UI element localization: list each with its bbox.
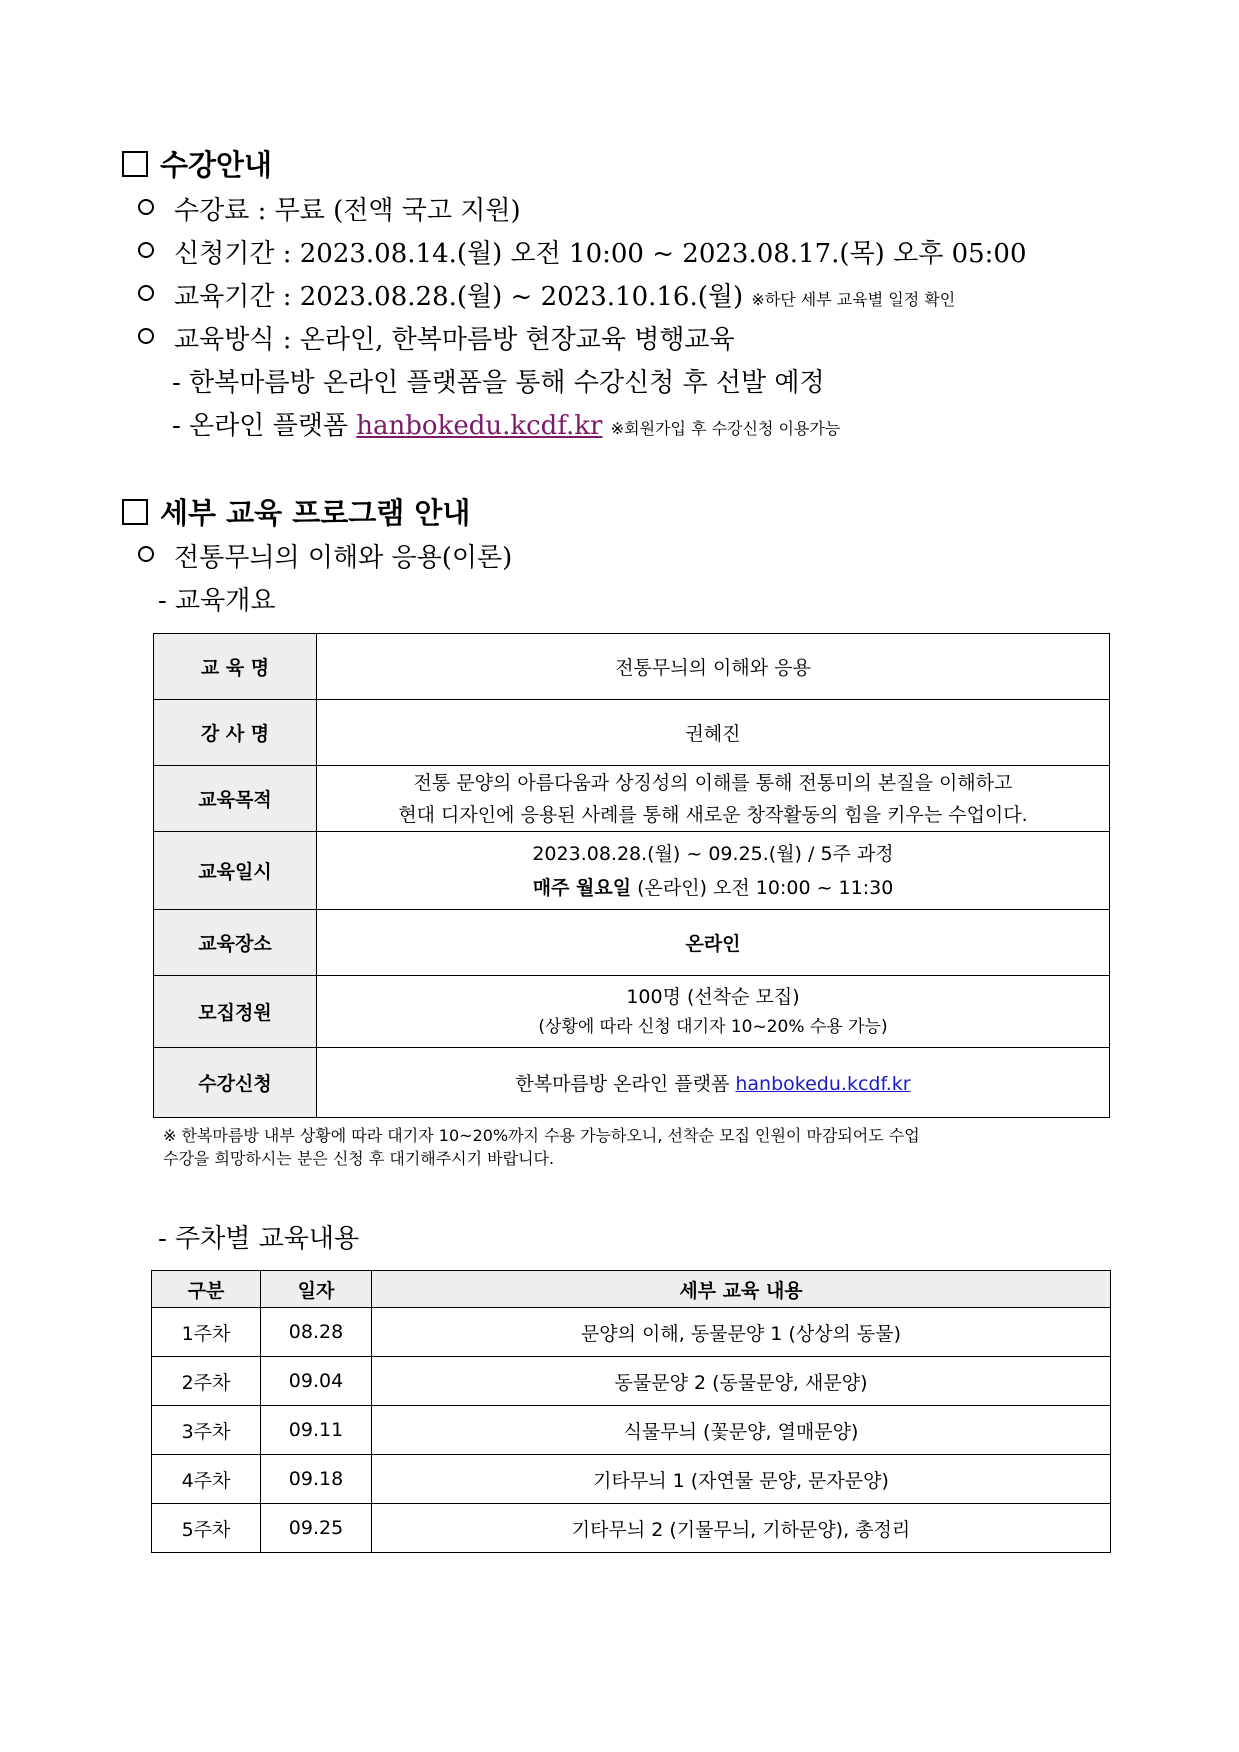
place-label: 교육장소 bbox=[154, 910, 317, 976]
weekly-table bbox=[151, 1270, 1111, 1553]
apply-value: 한복마름방 온라인 플랫폼 hanbokedu.kcdf.kr bbox=[317, 1048, 1110, 1118]
instructor-value: 권혜진 bbox=[317, 700, 1110, 766]
section-title-program: 세부 교육 프로그램 안내 bbox=[122, 491, 470, 532]
table-row bbox=[154, 910, 1110, 976]
checkbox-square-icon bbox=[122, 151, 148, 177]
apply-link[interactable]: hanbokedu.kcdf.kr bbox=[735, 1073, 911, 1095]
bullet-circle-icon bbox=[138, 546, 154, 562]
content-cell: 기타무늬 1 (자연물 문양, 문자문양) bbox=[372, 1455, 1111, 1504]
table-row bbox=[154, 700, 1110, 766]
table-row bbox=[152, 1406, 1111, 1455]
week-cell: 2주차 bbox=[152, 1357, 261, 1406]
capacity-value bbox=[317, 976, 1110, 1048]
column-header: 일자 bbox=[261, 1271, 372, 1308]
bullet-circle-icon bbox=[138, 242, 154, 258]
name-value: 전통무늬의 이해와 응용 bbox=[317, 634, 1110, 700]
footnote-line: 수강을 희망하시는 분은 신청 후 대기해주시기 바랍니다. bbox=[163, 1149, 555, 1168]
goal-label: 교육목적 bbox=[154, 766, 317, 832]
fee-line: 수강료 : 무료 (전액 국고 지원) bbox=[138, 190, 521, 227]
date-line: 매주 월요일 (온라인) 오전 10:00 ~ 11:30 bbox=[532, 876, 894, 899]
goal-value bbox=[317, 766, 1110, 832]
overview-table bbox=[153, 633, 1110, 1118]
method-line: 교육방식 : 온라인, 한복마름방 현장교육 병행교육 bbox=[138, 319, 735, 356]
week-cell: 1주차 bbox=[152, 1308, 261, 1357]
footnote bbox=[163, 1124, 1103, 1170]
method-sub1: - 한복마름방 온라인 플랫폼을 통해 수강신청 후 선발 예정 bbox=[172, 368, 825, 398]
goal-line: 전통 문양의 아름다움과 상징성의 이해를 통해 전통미의 본질을 이해하고 bbox=[413, 771, 1013, 794]
date-cell: 09.25 bbox=[261, 1504, 372, 1553]
content-cell: 문양의 이해, 동물문양 1 (상상의 동물) bbox=[372, 1308, 1111, 1357]
date-cell: 09.18 bbox=[261, 1455, 372, 1504]
bullet-circle-icon bbox=[138, 199, 154, 215]
date-label: 교육일시 bbox=[154, 832, 317, 910]
instructor-label: 강 사 명 bbox=[154, 700, 317, 766]
platform-link[interactable]: hanbokedu.kcdf.kr bbox=[356, 411, 603, 441]
week-cell: 3주차 bbox=[152, 1406, 261, 1455]
place-value: 온라인 bbox=[317, 910, 1110, 976]
table-row bbox=[152, 1308, 1111, 1357]
content-cell: 기타무늬 2 (기물무늬, 기하문양), 총정리 bbox=[372, 1504, 1111, 1553]
weekly-label: - 주차별 교육내용 bbox=[158, 1224, 360, 1254]
method-sub2: - 온라인 플랫폼 hanbokedu.kcdf.kr ※회원가입 후 수강신청 이용가능 bbox=[172, 411, 841, 441]
capacity-line: 100명 (선착순 모집) bbox=[626, 985, 800, 1008]
table-row bbox=[154, 634, 1110, 700]
date-cell: 09.11 bbox=[261, 1406, 372, 1455]
capacity-label: 모집정원 bbox=[154, 976, 317, 1048]
content-cell: 식물무늬 (꽃문양, 열매문양) bbox=[372, 1406, 1111, 1455]
apply-label: 수강신청 bbox=[154, 1048, 317, 1118]
table-row bbox=[152, 1504, 1111, 1553]
name-label: 교 육 명 bbox=[154, 634, 317, 700]
date-cell: 09.04 bbox=[261, 1357, 372, 1406]
column-header: 세부 교육 내용 bbox=[372, 1271, 1111, 1308]
table-header-row bbox=[152, 1271, 1111, 1308]
edu-period-note: ※하단 세부 교육별 일정 확인 bbox=[751, 290, 956, 309]
content-cell: 동물문양 2 (동물문양, 새문양) bbox=[372, 1357, 1111, 1406]
section-title-course-info: 수강안내 bbox=[122, 143, 272, 184]
goal-line: 현대 디자인에 응용된 사례를 통해 새로운 창작활동의 힘을 키우는 수업이다. bbox=[398, 803, 1028, 826]
bullet-circle-icon bbox=[138, 285, 154, 301]
table-row bbox=[152, 1455, 1111, 1504]
apply-period-line: 신청기간 : 2023.08.14.(월) 오전 10:00 ~ 2023.08.17.(목) 오후 05:00 bbox=[138, 233, 1027, 270]
overview-label: - 교육개요 bbox=[158, 586, 276, 616]
column-header: 구분 bbox=[152, 1271, 261, 1308]
checkbox-square-icon bbox=[122, 499, 148, 525]
table-row bbox=[154, 976, 1110, 1048]
week-cell: 5주차 bbox=[152, 1504, 261, 1553]
edu-period-line: 교육기간 : 2023.08.28.(월) ~ 2023.10.16.(월) ※하단 세부 교육별 일정 확인 bbox=[138, 276, 955, 313]
date-value bbox=[317, 832, 1110, 910]
table-row bbox=[154, 832, 1110, 910]
table-row bbox=[154, 1048, 1110, 1118]
bullet-circle-icon bbox=[138, 328, 154, 344]
week-cell: 4주차 bbox=[152, 1455, 261, 1504]
date-line: 2023.08.28.(월) ~ 09.25.(월) / 5주 과정 bbox=[532, 842, 894, 865]
footnote-line: ※ 한복마름방 내부 상황에 따라 대기자 10~20%까지 수용 가능하오니, 선착순 모집 인원이 마감되어도 수업 bbox=[163, 1126, 920, 1145]
program-line: 전통무늬의 이해와 응용(이론) bbox=[138, 537, 512, 574]
signup-note: ※회원가입 후 수강신청 이용가능 bbox=[610, 419, 841, 438]
table-row bbox=[154, 766, 1110, 832]
date-cell: 08.28 bbox=[261, 1308, 372, 1357]
table-row bbox=[152, 1357, 1111, 1406]
capacity-line: (상황에 따라 신청 대기자 10~20% 수용 가능) bbox=[538, 1016, 888, 1037]
